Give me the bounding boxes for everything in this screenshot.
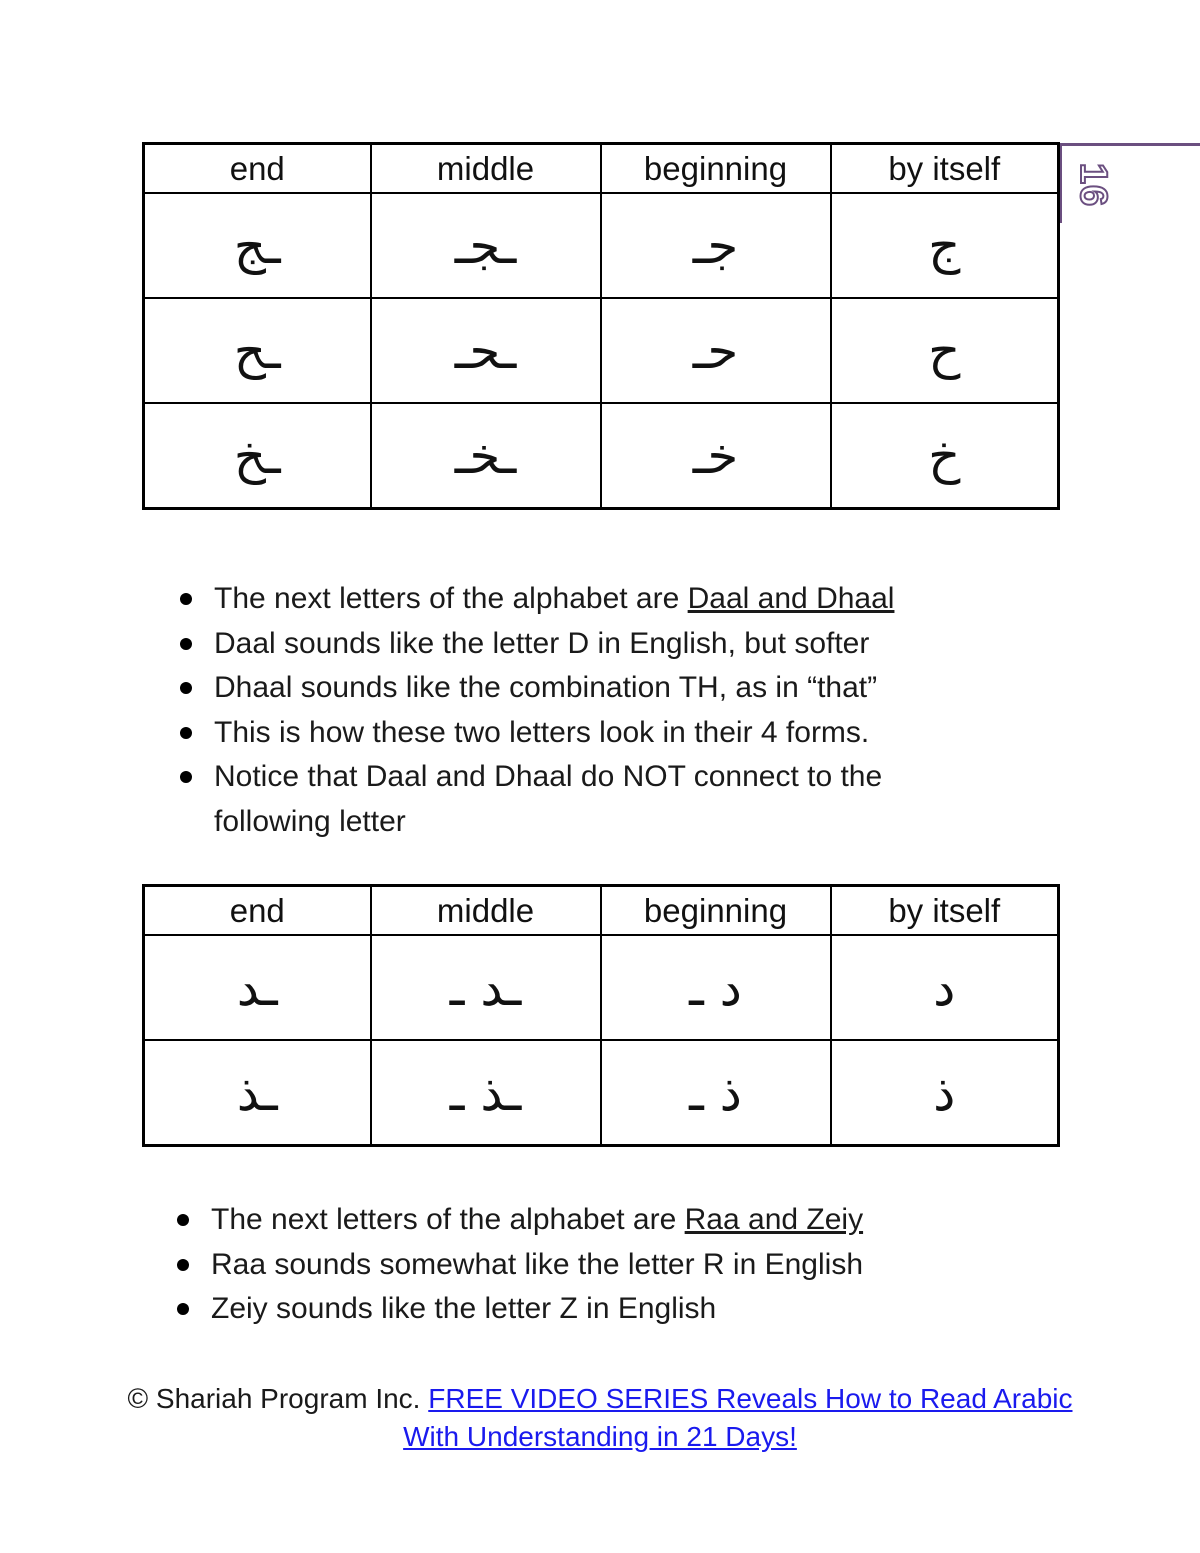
letter-cell: جـ <box>601 193 831 298</box>
table-header-row <box>144 144 1059 194</box>
bullet-icon <box>180 593 192 605</box>
column-header-end: end <box>144 886 371 936</box>
letter-cell: ـذ <box>144 1040 371 1146</box>
table-row <box>144 298 1059 403</box>
letter-cell: ذ ـ <box>601 1040 831 1146</box>
letter-cell: خـ <box>601 403 831 509</box>
page-footer <box>100 1380 1100 1456</box>
list-item <box>180 666 980 711</box>
letter-cell: ـخ <box>144 403 371 509</box>
list-item <box>177 1198 977 1243</box>
column-header-by-itself: by itself <box>831 886 1059 936</box>
list-item <box>177 1287 977 1332</box>
column-header-beginning: beginning <box>601 144 831 194</box>
letter-cell: ـجـ <box>371 193 601 298</box>
list-item <box>180 755 954 844</box>
letter-cell: ج <box>831 193 1059 298</box>
bullet-text: Dhaal sounds like the combination TH, as in “that” <box>214 671 878 704</box>
letter-cell: ذ <box>831 1040 1059 1146</box>
table-row <box>144 193 1059 298</box>
letter-cell: د <box>831 935 1059 1040</box>
bullet-text: The next letters of the alphabet are <box>211 1203 685 1236</box>
column-header-by-itself: by itself <box>831 144 1059 194</box>
page-header-rule <box>1060 143 1200 146</box>
video-series-link[interactable]: FREE VIDEO SERIES Reveals How to Read Arabic With Understanding in 21 Days! <box>403 1383 1073 1452</box>
daal-dhaal-bullet-list <box>180 577 980 844</box>
raa-zeiy-bullet-list <box>177 1198 977 1332</box>
letter-cell: ـخـ <box>371 403 601 509</box>
list-item <box>177 1243 977 1288</box>
column-header-beginning: beginning <box>601 886 831 936</box>
page-number: 16 <box>1072 162 1115 208</box>
letter-cell: حـ <box>601 298 831 403</box>
bullet-icon <box>180 682 192 694</box>
list-item <box>180 711 980 756</box>
bullet-text: Daal sounds like the letter D in English, but softer <box>214 626 870 660</box>
letter-cell: خ <box>831 403 1059 509</box>
letter-cell: ـد ـ <box>371 935 601 1040</box>
column-header-middle: middle <box>371 144 601 194</box>
bullet-text: Zeiy sounds like the letter Z in English <box>211 1292 717 1325</box>
bullet-icon <box>177 1303 189 1315</box>
bullet-icon <box>180 727 192 739</box>
letter-cell: ـحـ <box>371 298 601 403</box>
list-item <box>180 577 980 622</box>
bullet-underlined-text: Raa and Zeiy <box>684 1203 864 1236</box>
bullet-text: The next letters of the alphabet are <box>214 582 688 615</box>
page-number-block <box>1060 143 1200 223</box>
list-item <box>180 622 980 667</box>
table-row <box>144 935 1059 1040</box>
column-header-end: end <box>144 144 371 194</box>
column-header-middle: middle <box>371 886 601 936</box>
bullet-icon <box>177 1214 189 1226</box>
bullet-icon <box>180 771 192 783</box>
table-row <box>144 403 1059 509</box>
bullet-icon <box>180 638 192 650</box>
page-header-divider <box>1060 143 1062 223</box>
letter-forms-table-jeem-haa-khaa <box>142 142 1060 510</box>
letter-cell: ـج <box>144 193 371 298</box>
table-row <box>144 1040 1059 1146</box>
bullet-underlined-text: Daal and Dhaal <box>687 582 895 615</box>
letter-forms-table-daal-dhaal <box>142 884 1060 1147</box>
letter-cell: ـذ ـ <box>371 1040 601 1146</box>
bullet-text: Raa sounds somewhat like the letter R in English <box>211 1247 864 1281</box>
letter-cell: ح <box>831 298 1059 403</box>
letter-cell: د ـ <box>601 935 831 1040</box>
bullet-text: This is how these two letters look in their 4 forms. <box>214 715 870 749</box>
table-header-row <box>144 886 1059 936</box>
copyright-text: © Shariah Program Inc. <box>127 1383 429 1414</box>
bullet-text: Notice that Daal and Dhaal do NOT connect to the following letter <box>214 760 883 838</box>
letter-cell: ـح <box>144 298 371 403</box>
letter-cell: ـد <box>144 935 371 1040</box>
bullet-icon <box>177 1259 189 1271</box>
